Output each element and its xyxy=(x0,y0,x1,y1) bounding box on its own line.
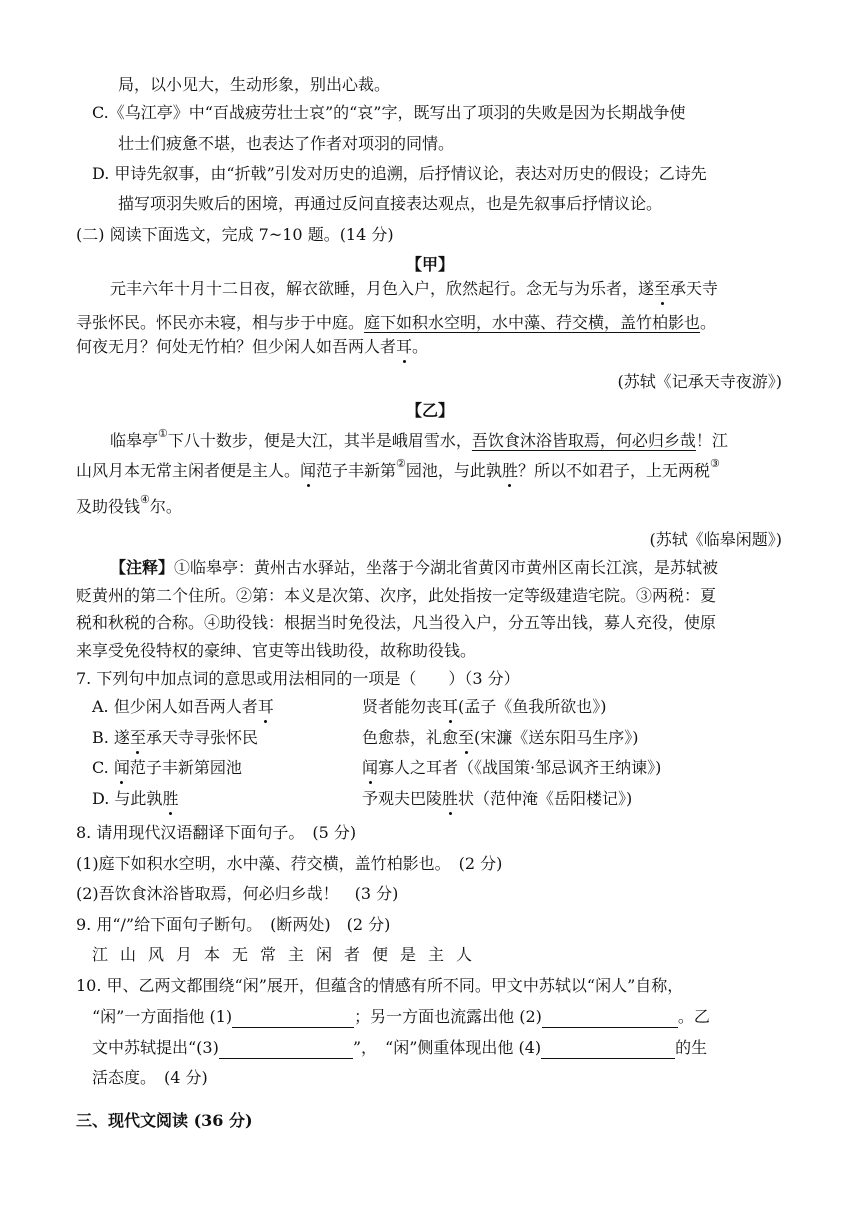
passage-jia-line3: 何夜无月？何处无竹柏？但少闲人如吾两人者耳。 xyxy=(76,337,429,356)
question-8-sentence-2: (2)吾饮食沐浴皆取焉，何必归乡哉！ (3 分) xyxy=(76,884,399,903)
question-8-stem: 8. 请用现代汉语翻译下面句子。 (5 分) xyxy=(76,823,357,842)
question-9-stem: 9. 用“/”给下面句子断句。 (断两处) (2 分) xyxy=(76,915,391,934)
option-d-line2: 描写项羽失败后的困境，再通过反问直接表达观点，也是先叙事后抒情议论。 xyxy=(118,194,663,213)
passage-yi-line1: 临皋亭①下八十数步，便是大江，其半是峨眉雪水，吾饮食沐浴皆取焉，何必归乡哉！江 xyxy=(110,427,728,450)
notes-line1: 【注释】①临皋亭：黄州古水驿站，坐落于今湖北省黄冈市黄州区南长江滨，是苏轼被 xyxy=(110,558,719,577)
passage-yi-source: (苏轼《临皋闲题》) xyxy=(649,530,782,549)
q7-option-d: D. 与此孰胜 xyxy=(92,789,179,808)
answer-blank-1[interactable] xyxy=(232,1009,354,1028)
question-10-line3: 文中苏轼提出“(3) ”， “闲”侧重体现出他 (4) 的生 xyxy=(92,1038,708,1057)
section-three-title: 三、现代文阅读 (36 分) xyxy=(76,1111,253,1130)
question-10-line1: 10. 甲、乙两文都围绕“闲”展开，但蕴含的情感有所不同。甲文中苏轼以“闲人”自称， xyxy=(76,976,684,995)
question-10-line4: 活态度。 (4 分) xyxy=(92,1068,208,1087)
section-two-title: (二) 阅读下面选文，完成 7~10 题。(14 分) xyxy=(76,225,394,244)
option-c-line2: 壮士们疲惫不堪，也表达了作者对项羽的同情。 xyxy=(118,134,455,153)
answer-blank-2[interactable] xyxy=(542,1009,678,1028)
notes-line4: 来享受免役特权的豪绅、官吏等出钱助役，故称助役钱。 xyxy=(76,641,477,660)
q7-option-c-compare: 闻寡人之耳者（《战国策·邹忌讽齐王纳谏》) xyxy=(362,758,662,777)
notes-line2: 贬黄州的第二个住所。②第：本义是次第、次序，此处指按一定等级建造宅院。③两税：夏 xyxy=(76,586,717,605)
passage-jia-line1: 元丰六年十月十二日夜，解衣欲睡，月色入户，欣然起行。念无与为乐者，遂至承天寺 xyxy=(110,279,719,298)
q7-option-d-compare: 予观夫巴陵胜状（范仲淹《岳阳楼记》) xyxy=(362,789,633,808)
option-c-line1: C.《乌江亭》中“百战疲劳壮士哀”的“哀”字，既写出了项羽的失败是因为长期战争使 xyxy=(92,103,686,122)
passage-yi-line2: 山风月本无常主闲者便是主人。闻范子丰新第②园池，与此孰胜？所以不如君子，上无两税③ xyxy=(76,457,720,480)
notes-line3: 税和秋税的合称。④助役钱：根据当时免役法，凡当役入户，分五等出钱，募人充役，使原 xyxy=(76,613,717,632)
question-10-line2: “闲”一方面指他 (1) ；另一方面也流露出他 (2) 。乙 xyxy=(92,1007,710,1026)
question-8-sentence-1: (1)庭下如积水空明，水中藻、荇交横，盖竹柏影也。 (2 分) xyxy=(76,854,503,873)
answer-blank-4[interactable] xyxy=(541,1040,675,1059)
passage-jia-line2: 寻张怀民。怀民亦未寝，相与步于中庭。庭下如积水空明，水中藻、荇交横，盖竹柏影也。 xyxy=(76,313,717,332)
underlined-sentence-jia: 庭下如积水空明，水中藻、荇交横，盖竹柏影也 xyxy=(364,313,701,332)
answer-blank-3[interactable] xyxy=(219,1040,353,1059)
q7-option-a: A. 但少闲人如吾两人者耳 xyxy=(92,697,274,716)
q7-option-b: B. 遂至承天寺寻张怀民 xyxy=(92,728,258,747)
passage-jia-heading: 【甲】 xyxy=(406,255,455,274)
option-b-continued: 局，以小见大，生动形象，别出心裁。 xyxy=(118,75,391,94)
passage-jia-source: (苏轼《记承天寺夜游》) xyxy=(617,372,782,391)
q7-option-a-compare: 贤者能勿丧耳(孟子《鱼我所欲也》) xyxy=(362,697,607,716)
q7-option-b-compare: 色愈恭，礼愈至(宋濂《送东阳马生序》) xyxy=(362,728,639,747)
option-d-line1: D. 甲诗先叙事，由“折戟”引发对历史的追溯，后抒情议论，表达对历史的假设；乙诗先 xyxy=(92,164,707,183)
q7-option-c: C. 闻范子丰新第园池 xyxy=(92,758,242,777)
question-7-stem: 7. 下列句中加点词的意思或用法相同的一项是（ ）（3 分） xyxy=(76,669,520,688)
passage-yi-line3: 及助役钱④尔。 xyxy=(76,493,182,516)
underlined-sentence-yi: 吾饮食沐浴皆取焉，何必归乡哉 xyxy=(471,431,696,450)
passage-yi-heading: 【乙】 xyxy=(406,401,455,420)
question-9-sentence: 江山风月本无常主闲者便是主人 xyxy=(92,945,485,964)
